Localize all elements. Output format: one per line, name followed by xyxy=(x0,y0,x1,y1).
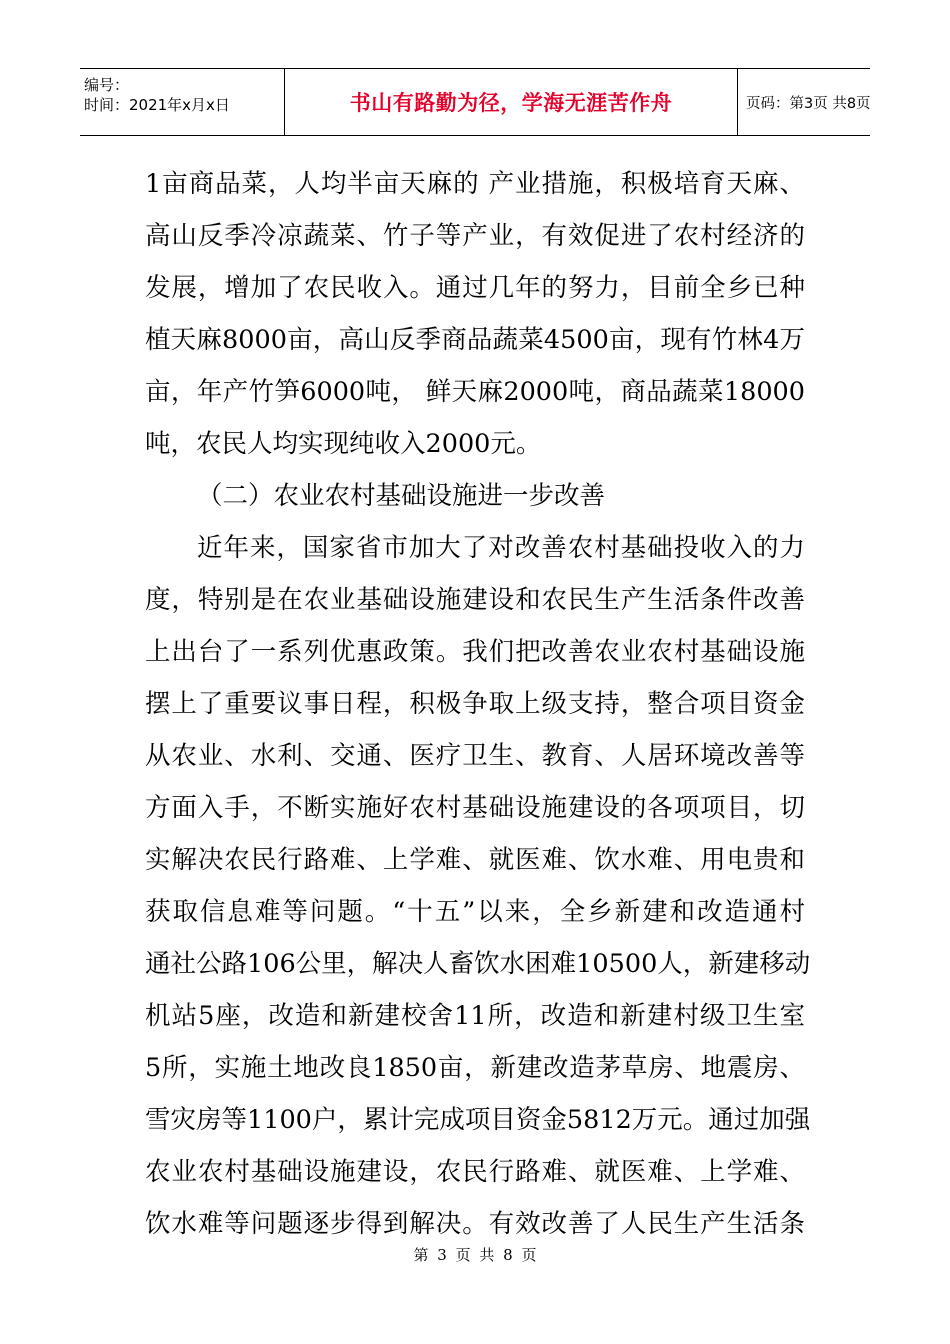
body-line: 植天麻8000亩，高山反季商品蔬菜4500亩，现有竹林4万 xyxy=(145,325,805,355)
body-line: 机站5座，改造和新建校舍11所，改造和新建村级卫生室 xyxy=(145,1001,805,1031)
header-motto: 书山有路勤为径，学海无涯苦作舟 xyxy=(349,91,673,115)
document-date: 时间：2021年x月x日 xyxy=(84,96,230,114)
page-header xyxy=(80,68,870,136)
body-line: 实解决农民行路难、上学难、就医难、饮水难、用电贵和 xyxy=(145,845,805,875)
body-line: 方面入手，不断实施好农村基础设施建设的各项项目，切 xyxy=(145,793,805,823)
document-body xyxy=(145,158,811,1250)
body-line: 1亩商品菜，人均半亩天麻的 产业措施，积极培育天麻、 xyxy=(145,169,805,199)
body-line: 从农业、水利、交通、医疗卫生、教育、人居环境改善等 xyxy=(145,741,805,771)
page-footer: 第 3 页 共 8 页 xyxy=(413,1246,537,1264)
body-line: 通社公路106公里，解决人畜饮水困难10500人，新建移动 xyxy=(145,949,811,979)
body-line: 5所，实施土地改良1850亩，新建改造茅草房、地震房、 xyxy=(145,1053,805,1083)
body-line: 度，特别是在农业基础设施建设和农民生产生活条件改善 xyxy=(145,585,805,615)
body-line: 摆上了重要议事日程，积极争取上级支持，整合项目资金 xyxy=(145,689,805,719)
body-line: 农业农村基础设施建设，农民行路难、就医难、上学难、 xyxy=(145,1157,805,1187)
header-motto-cell xyxy=(284,69,738,135)
section-heading: （二）农业农村基础设施进一步改善 xyxy=(197,481,606,511)
document-number-label: 编号： xyxy=(84,76,130,94)
body-line: 雪灾房等1100户，累计完成项目资金5812万元。通过加强 xyxy=(145,1105,811,1135)
body-line: 近年来，国家省市加大了对改善农村基础投收入的力 xyxy=(197,533,805,563)
header-page-info-cell xyxy=(738,69,870,135)
body-line: 吨，农民人均实现纯收入2000元。 xyxy=(145,429,542,459)
header-meta xyxy=(80,69,284,135)
body-line: 获取信息难等问题。“十五”以来，全乡新建和改造通村 xyxy=(145,897,805,927)
body-line: 上出台了一系列优惠政策。我们把改善农业农村基础设施 xyxy=(145,637,805,667)
header-page-info: 页码：第3页 共8页 xyxy=(746,95,871,112)
body-line: 饮水难等问题逐步得到解决。有效改善了人民生产生活条 xyxy=(145,1209,805,1239)
body-line: 发展，增加了农民收入。通过几年的努力，目前全乡已种 xyxy=(145,273,805,303)
body-line: 高山反季冷凉蔬菜、竹子等产业，有效促进了农村经济的 xyxy=(145,221,805,251)
body-line: 亩，年产竹笋6000吨， 鲜天麻2000吨，商品蔬菜18000 xyxy=(145,377,805,407)
